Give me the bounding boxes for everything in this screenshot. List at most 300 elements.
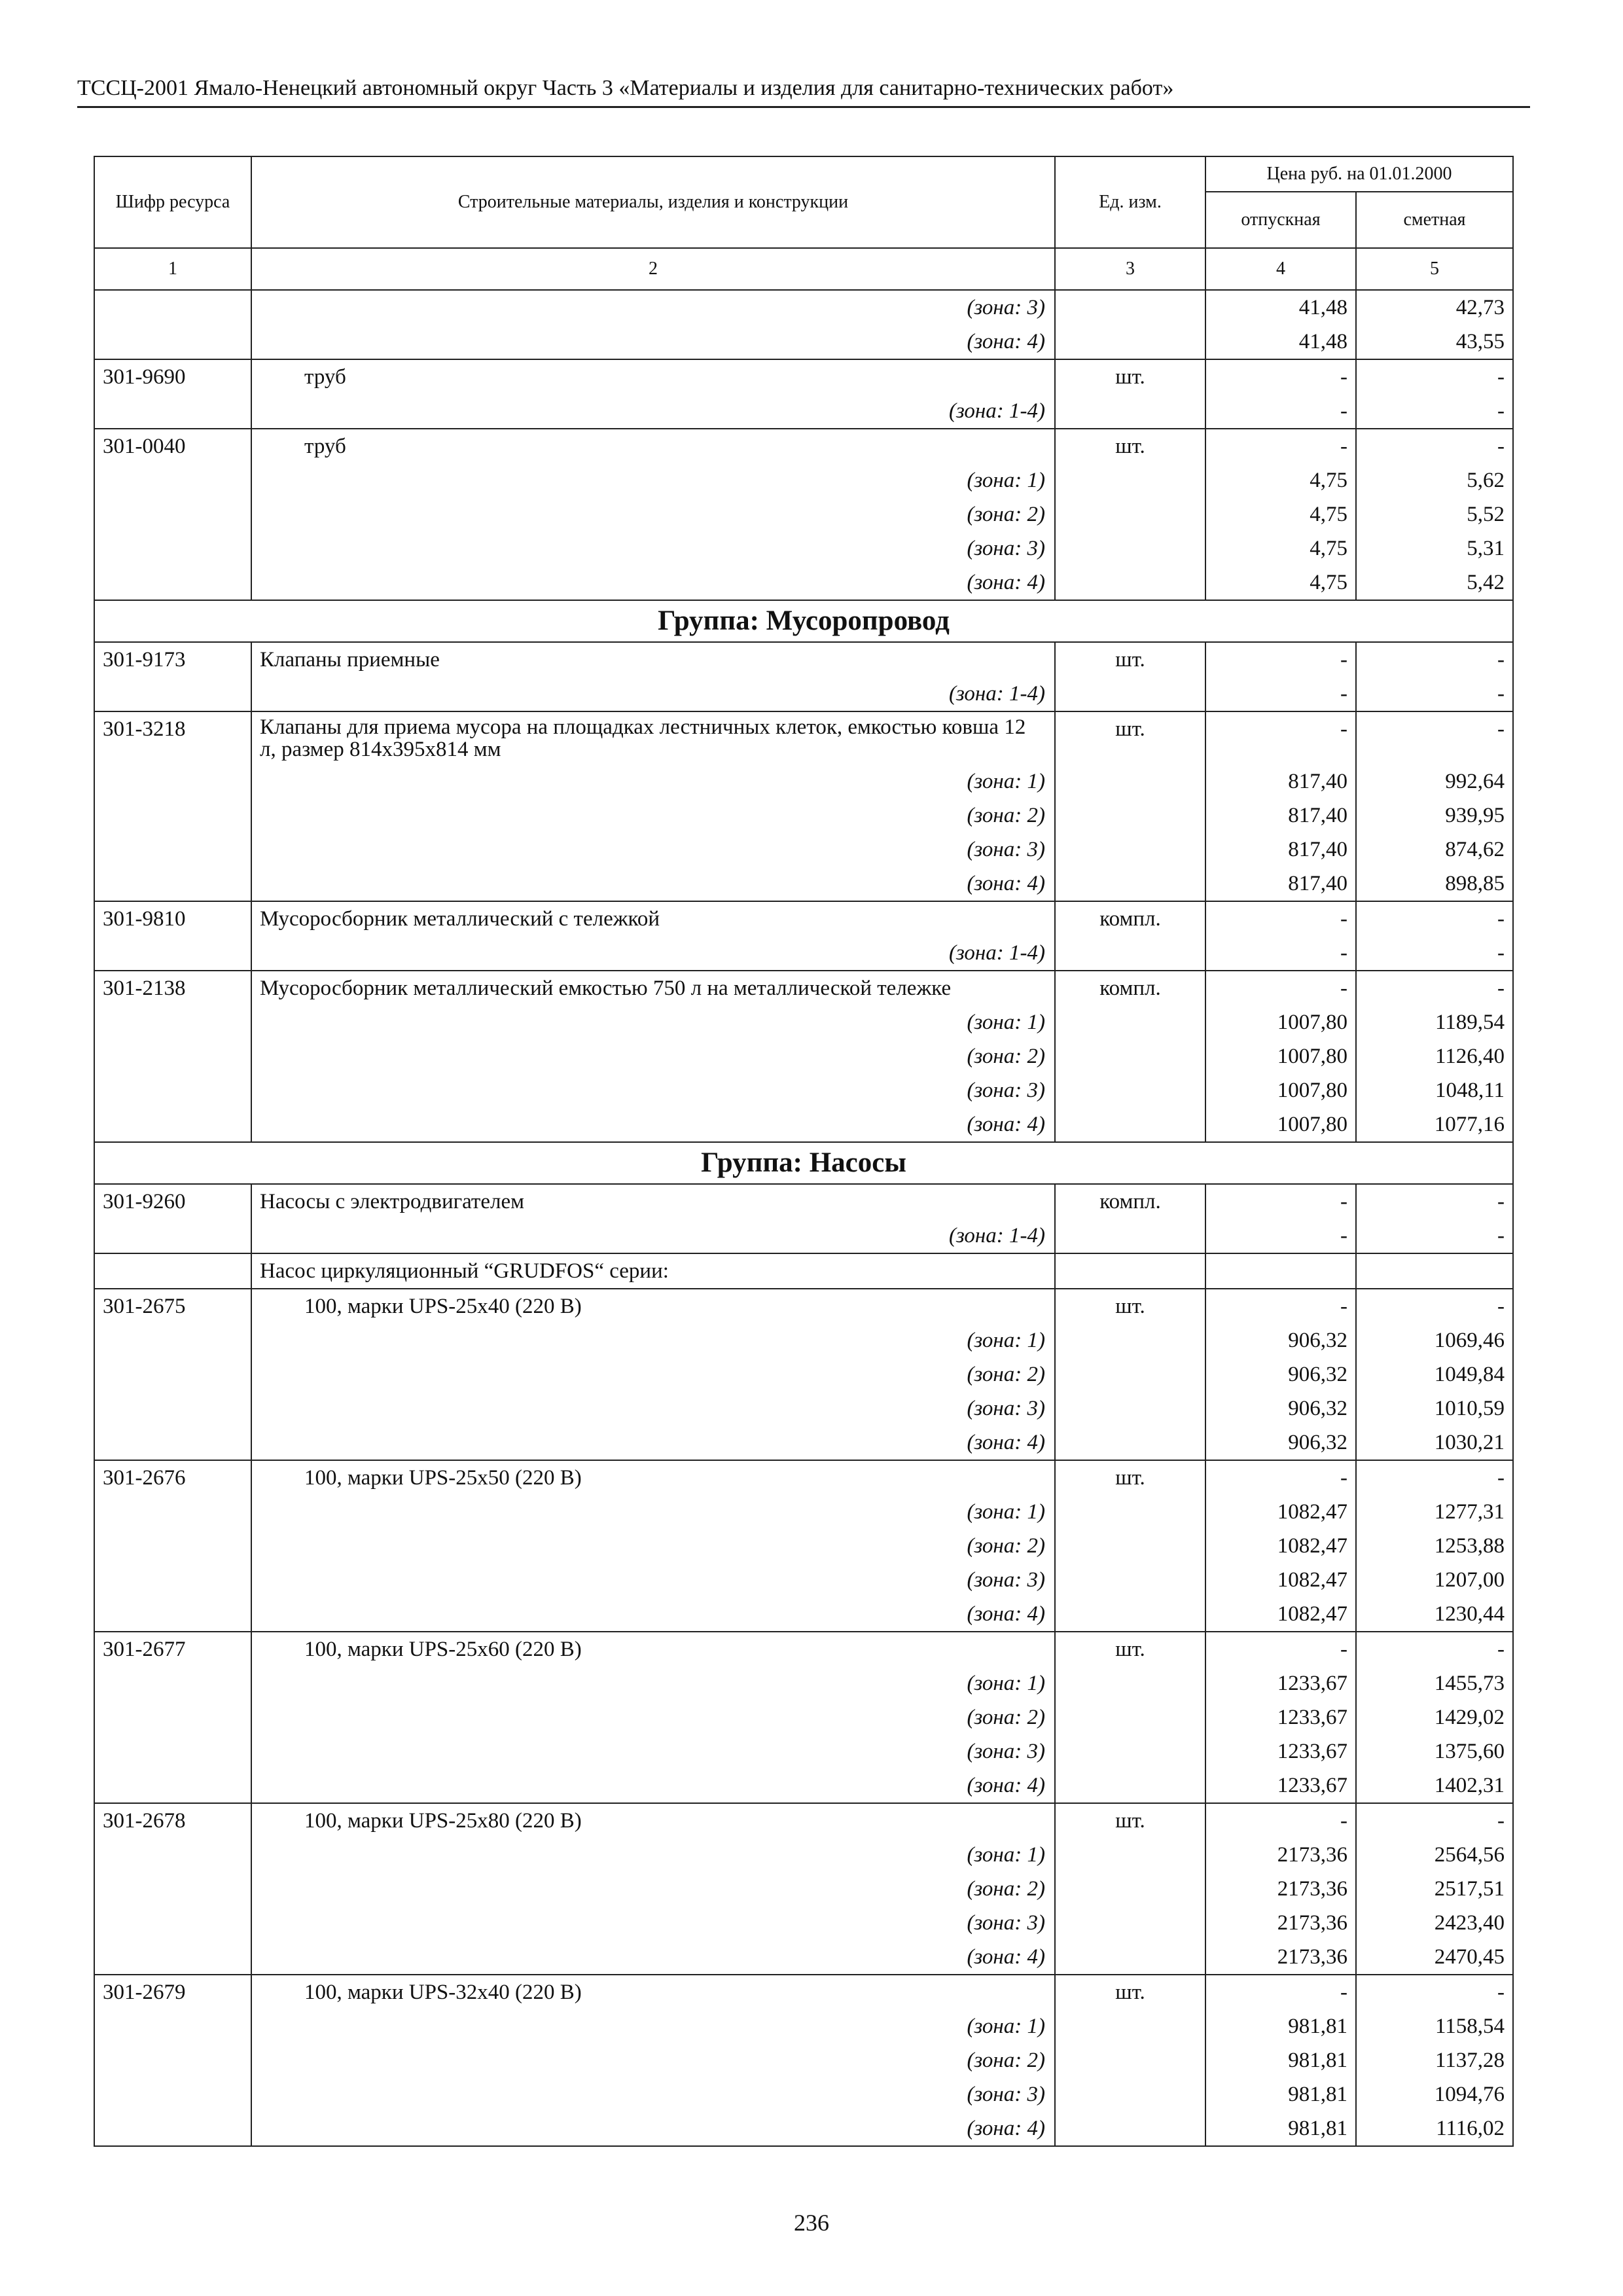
resource-row [94,901,1513,936]
column-number: 1 [94,248,251,290]
zone-label: (зона: 2) [251,1872,1055,1906]
resource-code [94,325,251,359]
estimate-price: 1207,00 [1356,1563,1513,1597]
unit-of-measure [1055,1563,1205,1597]
resource-row [94,1975,1513,2009]
unit-of-measure [1055,1219,1205,1253]
unit-of-measure [1055,1872,1205,1906]
unit-of-measure [1055,798,1205,833]
release-price: 1233,67 [1205,1700,1356,1734]
estimate-price: 1126,40 [1356,1039,1513,1073]
unit-of-measure [1055,1107,1205,1142]
resource-code [94,2111,251,2146]
resource-code [94,798,251,833]
resource-row [94,1184,1513,1219]
release-price: 906,32 [1205,1426,1356,1460]
release-price: 41,48 [1205,325,1356,359]
release-price: 981,81 [1205,2043,1356,2077]
unit-of-measure [1055,2043,1205,2077]
resource-code [94,1597,251,1632]
release-price: 2173,36 [1205,1940,1356,1975]
zone-label: (зона: 2) [251,1700,1055,1734]
estimate-price: 1429,02 [1356,1700,1513,1734]
zone-label: (зона: 4) [251,565,1055,600]
estimate-price: 1010,59 [1356,1391,1513,1426]
resource-name: труб [251,359,1055,394]
estimate-price: - [1356,1289,1513,1323]
unit-of-measure [1055,1734,1205,1768]
resource-code: 301-2677 [94,1632,251,1666]
unit-of-measure [1055,2111,1205,2146]
zone-price-row [94,1734,1513,1768]
resource-row [94,1803,1513,1838]
zone-price-row [94,497,1513,531]
estimate-price: 5,42 [1356,565,1513,600]
resource-code [94,1563,251,1597]
resource-code [94,1107,251,1142]
resource-name: 100, марки UPS-25х80 (220 В) [251,1803,1055,1838]
release-price: 817,40 [1205,867,1356,901]
unit-of-measure: компл. [1055,1184,1205,1219]
estimate-price: 1230,44 [1356,1597,1513,1632]
resource-code: 301-9173 [94,642,251,677]
unit-of-measure [1055,290,1205,325]
release-price: - [1205,1975,1356,2009]
zone-price-row [94,325,1513,359]
zone-price-row [94,565,1513,600]
resource-code [94,1426,251,1460]
resource-code [94,2077,251,2111]
unit-of-measure [1055,1700,1205,1734]
release-price: 981,81 [1205,2009,1356,2043]
zone-price-row [94,531,1513,565]
zone-label: (зона: 1) [251,1495,1055,1529]
price-table-header [94,156,1513,290]
zone-price-row [94,1838,1513,1872]
release-price: - [1205,677,1356,711]
estimate-price: 1049,84 [1356,1357,1513,1391]
resource-code: 301-3218 [94,711,251,764]
zone-price-row [94,1107,1513,1142]
unit-of-measure [1055,1906,1205,1940]
zone-label: (зона: 1) [251,1838,1055,1872]
zone-price-row [94,677,1513,711]
zone-price-row [94,1768,1513,1803]
zone-label: (зона: 3) [251,290,1055,325]
estimate-price: 1277,31 [1356,1495,1513,1529]
resource-name: Насос циркуляционный “GRUDFOS“ серии: [251,1253,1055,1289]
release-price: 817,40 [1205,798,1356,833]
zone-price-row [94,1039,1513,1073]
estimate-price: - [1356,359,1513,394]
resource-code [94,1219,251,1253]
release-price: 41,48 [1205,290,1356,325]
zone-price-row [94,833,1513,867]
estimate-price: 5,31 [1356,531,1513,565]
group-heading-row [94,1142,1513,1184]
unit-of-measure [1055,2077,1205,2111]
zone-label: (зона: 1) [251,463,1055,497]
zone-price-row [94,2009,1513,2043]
zone-price-row [94,1666,1513,1700]
zone-label: (зона: 1) [251,1005,1055,1039]
release-price: - [1205,901,1356,936]
column-header-price-date: Цена руб. на 01.01.2000 [1205,156,1513,192]
zone-price-row [94,463,1513,497]
group-heading-row [94,600,1513,642]
release-price: 906,32 [1205,1323,1356,1357]
zone-label: (зона: 3) [251,833,1055,867]
estimate-price: - [1356,1803,1513,1838]
estimate-price: 1069,46 [1356,1323,1513,1357]
zone-price-row [94,1872,1513,1906]
zone-label: (зона: 1-4) [251,1219,1055,1253]
release-price: 1007,80 [1205,1107,1356,1142]
zone-label: (зона: 3) [251,1073,1055,1107]
resource-code [94,677,251,711]
unit-of-measure [1055,1253,1205,1289]
release-price: - [1205,1803,1356,1838]
estimate-price: 2423,40 [1356,1906,1513,1940]
unit-of-measure [1055,677,1205,711]
estimate-price: 1077,16 [1356,1107,1513,1142]
zone-price-row [94,1323,1513,1357]
estimate-price: - [1356,1632,1513,1666]
estimate-price: - [1356,1219,1513,1253]
zone-price-row [94,1005,1513,1039]
zone-label: (зона: 1) [251,1666,1055,1700]
release-price: - [1205,359,1356,394]
estimate-price: - [1356,1184,1513,1219]
resource-name: Клапаны для приема мусора на площадках лестничных клеток, емкостью ковша 12 л, размер 814х395х814 мм [251,711,1055,764]
estimate-price: 43,55 [1356,325,1513,359]
page-number: 236 [794,2210,829,2236]
zone-label: (зона: 3) [251,531,1055,565]
resource-code [94,1768,251,1803]
release-price: 1082,47 [1205,1495,1356,1529]
zone-label: (зона: 2) [251,2043,1055,2077]
resource-code: 301-2138 [94,971,251,1005]
estimate-price: 1375,60 [1356,1734,1513,1768]
resource-row [94,1460,1513,1495]
zone-price-row [94,1357,1513,1391]
unit-of-measure [1055,936,1205,971]
release-price: 4,75 [1205,531,1356,565]
unit-of-measure [1055,1495,1205,1529]
release-price: 2173,36 [1205,1906,1356,1940]
resource-code [94,394,251,429]
unit-of-measure [1055,1391,1205,1426]
estimate-price: - [1356,394,1513,429]
page-header-title: ТССЦ-2001 Ямало-Ненецкий автономный округ Часть 3 «Материалы и изделия для санитарно-технических работ» [77,73,1530,108]
estimate-price: 1137,28 [1356,2043,1513,2077]
zone-label: (зона: 1) [251,764,1055,798]
release-price: - [1205,1219,1356,1253]
unit-of-measure [1055,1039,1205,1073]
resource-name: 100, марки UPS-25х40 (220 В) [251,1289,1055,1323]
zone-label: (зона: 2) [251,1039,1055,1073]
resource-code [94,1253,251,1289]
estimate-price: 898,85 [1356,867,1513,901]
estimate-price: 42,73 [1356,290,1513,325]
unit-of-measure [1055,1940,1205,1975]
estimate-price: 1402,31 [1356,1768,1513,1803]
unit-of-measure: компл. [1055,971,1205,1005]
resource-code: 301-2675 [94,1289,251,1323]
unit-of-measure [1055,1005,1205,1039]
column-header-unit: Ед. изм. [1055,156,1205,248]
zone-price-row [94,1940,1513,1975]
zone-label: (зона: 4) [251,325,1055,359]
column-header-estimate-price: сметная [1356,192,1513,248]
estimate-price: 5,62 [1356,463,1513,497]
resource-code [94,764,251,798]
unit-of-measure [1055,1838,1205,1872]
unit-of-measure: шт. [1055,1289,1205,1323]
resource-code [94,1005,251,1039]
estimate-price: - [1356,971,1513,1005]
resource-code [94,1039,251,1073]
unit-of-measure [1055,565,1205,600]
zone-label: (зона: 4) [251,2111,1055,2146]
resource-code [94,2009,251,2043]
release-price: - [1205,394,1356,429]
release-price: 1082,47 [1205,1597,1356,1632]
release-price: 4,75 [1205,565,1356,600]
resource-row [94,1289,1513,1323]
release-price: 1007,80 [1205,1005,1356,1039]
release-price: - [1205,971,1356,1005]
unit-of-measure [1055,833,1205,867]
release-price: 4,75 [1205,497,1356,531]
resource-code [94,1734,251,1768]
unit-of-measure: шт. [1055,359,1205,394]
resource-name: Мусоросборник металлический емкостью 750 л на металлической тележке [251,971,1055,1005]
release-price: - [1205,936,1356,971]
zone-label: (зона: 3) [251,1563,1055,1597]
estimate-price: - [1356,711,1513,764]
unit-of-measure: компл. [1055,901,1205,936]
zone-price-row [94,2077,1513,2111]
resource-code [94,463,251,497]
zone-price-row [94,1597,1513,1632]
zone-price-row [94,2043,1513,2077]
column-header-release-price: отпускная [1205,192,1356,248]
resource-code [94,1323,251,1357]
estimate-price: - [1356,429,1513,463]
release-price: - [1205,642,1356,677]
resource-code: 301-0040 [94,429,251,463]
resource-name: Клапаны приемные [251,642,1055,677]
release-price: 2173,36 [1205,1838,1356,1872]
resource-code [94,1940,251,1975]
release-price: 1233,67 [1205,1734,1356,1768]
estimate-price: 5,52 [1356,497,1513,531]
unit-of-measure [1055,2009,1205,2043]
zone-price-row [94,936,1513,971]
release-price: - [1205,1184,1356,1219]
estimate-price: - [1356,677,1513,711]
resource-code [94,1357,251,1391]
estimate-price: 939,95 [1356,798,1513,833]
resource-code [94,1391,251,1426]
release-price: 4,75 [1205,463,1356,497]
resource-code [94,1529,251,1563]
release-price: 981,81 [1205,2077,1356,2111]
release-price: 817,40 [1205,833,1356,867]
zone-label: (зона: 1) [251,1323,1055,1357]
unit-of-measure [1055,1768,1205,1803]
resource-row [94,642,1513,677]
zone-price-row [94,1563,1513,1597]
resource-row [94,1253,1513,1289]
zone-price-row [94,394,1513,429]
zone-price-row [94,1700,1513,1734]
zone-label: (зона: 2) [251,497,1055,531]
release-price: - [1205,429,1356,463]
resource-name: 100, марки UPS-25х60 (220 В) [251,1632,1055,1666]
release-price: - [1205,1289,1356,1323]
resource-code: 301-9690 [94,359,251,394]
release-price: 1082,47 [1205,1529,1356,1563]
column-number: 5 [1356,248,1513,290]
zone-price-row [94,1906,1513,1940]
unit-of-measure [1055,394,1205,429]
zone-label: (зона: 3) [251,1734,1055,1768]
resource-code [94,867,251,901]
unit-of-measure: шт. [1055,1632,1205,1666]
resource-code: 301-2679 [94,1975,251,2009]
resource-code [94,1073,251,1107]
release-price: 2173,36 [1205,1872,1356,1906]
estimate-price: - [1356,936,1513,971]
unit-of-measure [1055,497,1205,531]
zone-price-row [94,1073,1513,1107]
column-number: 3 [1055,248,1205,290]
column-header-name: Строительные материалы, изделия и конструкции [251,156,1055,248]
resource-code [94,1666,251,1700]
release-price: 1082,47 [1205,1563,1356,1597]
resource-row [94,711,1513,764]
resource-code: 301-2678 [94,1803,251,1838]
unit-of-measure [1055,1597,1205,1632]
zone-label: (зона: 2) [251,798,1055,833]
zone-label: (зона: 2) [251,1357,1055,1391]
resource-code [94,2043,251,2077]
release-price: 1007,80 [1205,1039,1356,1073]
estimate-price: 1158,54 [1356,2009,1513,2043]
release-price: - [1205,1460,1356,1495]
resource-name: 100, марки UPS-32х40 (220 В) [251,1975,1055,2009]
resource-code: 301-9260 [94,1184,251,1219]
estimate-price: 1189,54 [1356,1005,1513,1039]
estimate-price: 992,64 [1356,764,1513,798]
resource-name: Мусоросборник металлический с тележкой [251,901,1055,936]
zone-label: (зона: 2) [251,1529,1055,1563]
zone-label: (зона: 4) [251,867,1055,901]
resource-name: Насосы с электродвигателем [251,1184,1055,1219]
resource-code [94,531,251,565]
resource-code [94,290,251,325]
zone-price-row [94,1495,1513,1529]
estimate-price: 874,62 [1356,833,1513,867]
estimate-price: 2517,51 [1356,1872,1513,1906]
zone-label: (зона: 4) [251,1597,1055,1632]
release-price: 906,32 [1205,1391,1356,1426]
release-price: - [1205,711,1356,764]
unit-of-measure [1055,1426,1205,1460]
resource-code: 301-9810 [94,901,251,936]
resource-code [94,565,251,600]
release-price: 981,81 [1205,2111,1356,2146]
resource-code [94,1906,251,1940]
unit-of-measure [1055,1357,1205,1391]
unit-of-measure: шт. [1055,429,1205,463]
resource-row [94,1632,1513,1666]
resource-code [94,1700,251,1734]
zone-price-row [94,2111,1513,2146]
zone-price-row [94,290,1513,325]
estimate-price: 1455,73 [1356,1666,1513,1700]
group-heading: Группа: Насосы [94,1142,1513,1184]
resource-code [94,497,251,531]
unit-of-measure [1055,1529,1205,1563]
resource-row [94,429,1513,463]
zone-price-row [94,1426,1513,1460]
zone-label: (зона: 3) [251,1391,1055,1426]
estimate-price: - [1356,901,1513,936]
resource-code [94,1495,251,1529]
column-header-code: Шифр ресурса [94,156,251,248]
estimate-price: 1116,02 [1356,2111,1513,2146]
estimate-price: - [1356,1975,1513,2009]
estimate-price: 2564,56 [1356,1838,1513,1872]
zone-price-row [94,798,1513,833]
zone-label: (зона: 1-4) [251,677,1055,711]
resource-row [94,359,1513,394]
resource-code [94,1872,251,1906]
release-price: 1233,67 [1205,1666,1356,1700]
price-table [94,156,1514,2147]
estimate-price: - [1356,1460,1513,1495]
estimate-price: 1048,11 [1356,1073,1513,1107]
unit-of-measure: шт. [1055,1803,1205,1838]
zone-price-row [94,764,1513,798]
resource-code: 301-2676 [94,1460,251,1495]
resource-name: 100, марки UPS-25х50 (220 В) [251,1460,1055,1495]
zone-label: (зона: 4) [251,1107,1055,1142]
resource-code [94,833,251,867]
unit-of-measure: шт. [1055,642,1205,677]
zone-label: (зона: 1-4) [251,394,1055,429]
release-price: 906,32 [1205,1357,1356,1391]
resource-row [94,971,1513,1005]
estimate-price [1356,1253,1513,1289]
resource-code [94,936,251,971]
estimate-price: - [1356,642,1513,677]
unit-of-measure [1055,764,1205,798]
unit-of-measure [1055,1323,1205,1357]
zone-label: (зона: 1-4) [251,936,1055,971]
unit-of-measure [1055,531,1205,565]
zone-label: (зона: 3) [251,2077,1055,2111]
zone-price-row [94,867,1513,901]
price-table-body [94,290,1513,2146]
zone-label: (зона: 4) [251,1940,1055,1975]
zone-label: (зона: 4) [251,1768,1055,1803]
estimate-price: 2470,45 [1356,1940,1513,1975]
column-number: 4 [1205,248,1356,290]
